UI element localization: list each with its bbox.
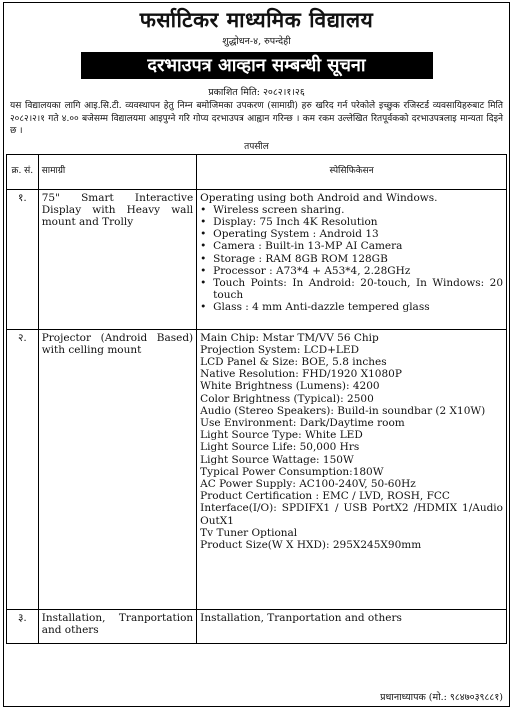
spec-line: Typical Power Consumption:180W [200,465,384,478]
school-address: शुद्धोधन-४, रुपन्देही [222,36,291,47]
header-material: सामाग्री [38,154,196,189]
school-name: फर्साटिकर माध्यमिक विद्यालय [139,7,374,32]
intro-paragraph: यस विद्यालयका लागि आइ.सि.टी. व्यवस्थापन हेतु निम्न बमोजिमका उपकरण (सामाग्री) हरु खरिद गर्न परेकोले इच्छुक रजिस्टर्ड व्यवसायिहरुबाट मिति २०८२।२।१ गते ४.०० बजेसम्म विद्यालयमा आइपुग्ने गरि गोप्य दरभाउपत्र आह्वान गरिन्छ । कम रकम उल्लेखित रितपूर्वकको दरभाउपत्रलाइ मान्यता दिइने छ । [10,101,503,136]
specification-table [6,154,507,644]
row-spec: Installation, Tranportation and others [197,609,507,643]
spec-bullet: • Display: 75 Inch 4K Resolution [200,215,378,228]
row-item: Installation, Tranportation and others [38,609,196,643]
spec-line: Color Brightness (Typical): 2500 [200,392,374,405]
row-sn: ३. [7,609,39,643]
spec-line: Audio (Stereo Speakers): Build-in soundbar (2 X10W) [200,404,486,417]
spec-line: Light Source Wattage: 150W [200,453,354,466]
table-header-row [7,154,507,189]
spec-line: White Brightness (Lumens): 4200 [200,380,380,393]
spec-bullet: • Touch Points: In Android: 20-touch, In Windows: 20 touch [200,276,503,302]
spec-intro: Operating using both Android and Windows. [200,191,438,204]
header-spec: स्पेसिफिकेसन [197,154,507,189]
spec-bullet: • Processor : A73*4 + A53*4, 2.28GHz [200,264,411,277]
spec-line: Native Resolution: FHD/1920 X1080P [200,368,402,381]
spec-line: LCD Panel & Size: BOE, 5.8 inches [200,355,387,368]
notice-page [3,2,510,707]
notice-title: दरभाउपत्र आव्हान सम्बन्धी सूचना [81,52,433,79]
row-spec [197,329,507,609]
spec-line: Product Size(W X HXD): 295X245X90mm [200,538,422,551]
spec-line: Product Certification : EMC / LVD, ROSH, FCC [200,490,450,503]
row-sn: २. [7,329,39,609]
spec-line: Tv Tuner Optional [200,526,298,539]
spec-line: Light Source Type: White LED [200,429,363,442]
spec-bullet: • Glass : 4 mm Anti-dazzle tempered glass [200,301,430,314]
table-row [7,189,507,329]
spec-bullet: • Camera : Built-in 13-MP AI Camera [200,240,403,253]
row-spec [197,189,507,329]
row-item: 75" Smart Interactive Display with Heavy wall mount and Trolly [38,189,196,329]
spec-bullet: • Wireless screen sharing. [200,203,345,216]
header-sn: क्र. सं. [7,154,39,189]
spec-line: Light Source Life: 50,000 Hrs [200,441,360,454]
schedule-label: तपसील [244,141,269,152]
table-row [7,609,507,643]
spec-bullet-list [200,204,503,314]
row-item: Projector (Android Based) with celling mount [38,329,196,609]
spec-bullet: • Storage : RAM 8GB ROM 128GB [200,252,388,265]
spec-bullet: • Operating System : Android 13 [200,228,379,241]
spec-line: Main Chip: Mstar TM/VV 56 Chip [200,331,379,344]
headmaster-signature: प्रधानाध्यापक (मो.: ९८४७०३९८८१) [380,692,503,703]
spec-line: Projection System: LCD+LED [200,343,359,356]
spec-line: AC Power Supply: AC100-240V, 50-60Hz [200,477,416,490]
published-date: प्रकाशित मिति: २०८२।१।२६ [208,87,305,98]
table-row [7,329,507,609]
spec-line: Use Environment: Dark/Daytime room [200,416,405,429]
spec-line: Interface(I/O): SPDIFX1 / USB PortX2 /HDMIX 1/Audio OutX1 [200,502,503,527]
row-sn: १. [7,189,39,329]
